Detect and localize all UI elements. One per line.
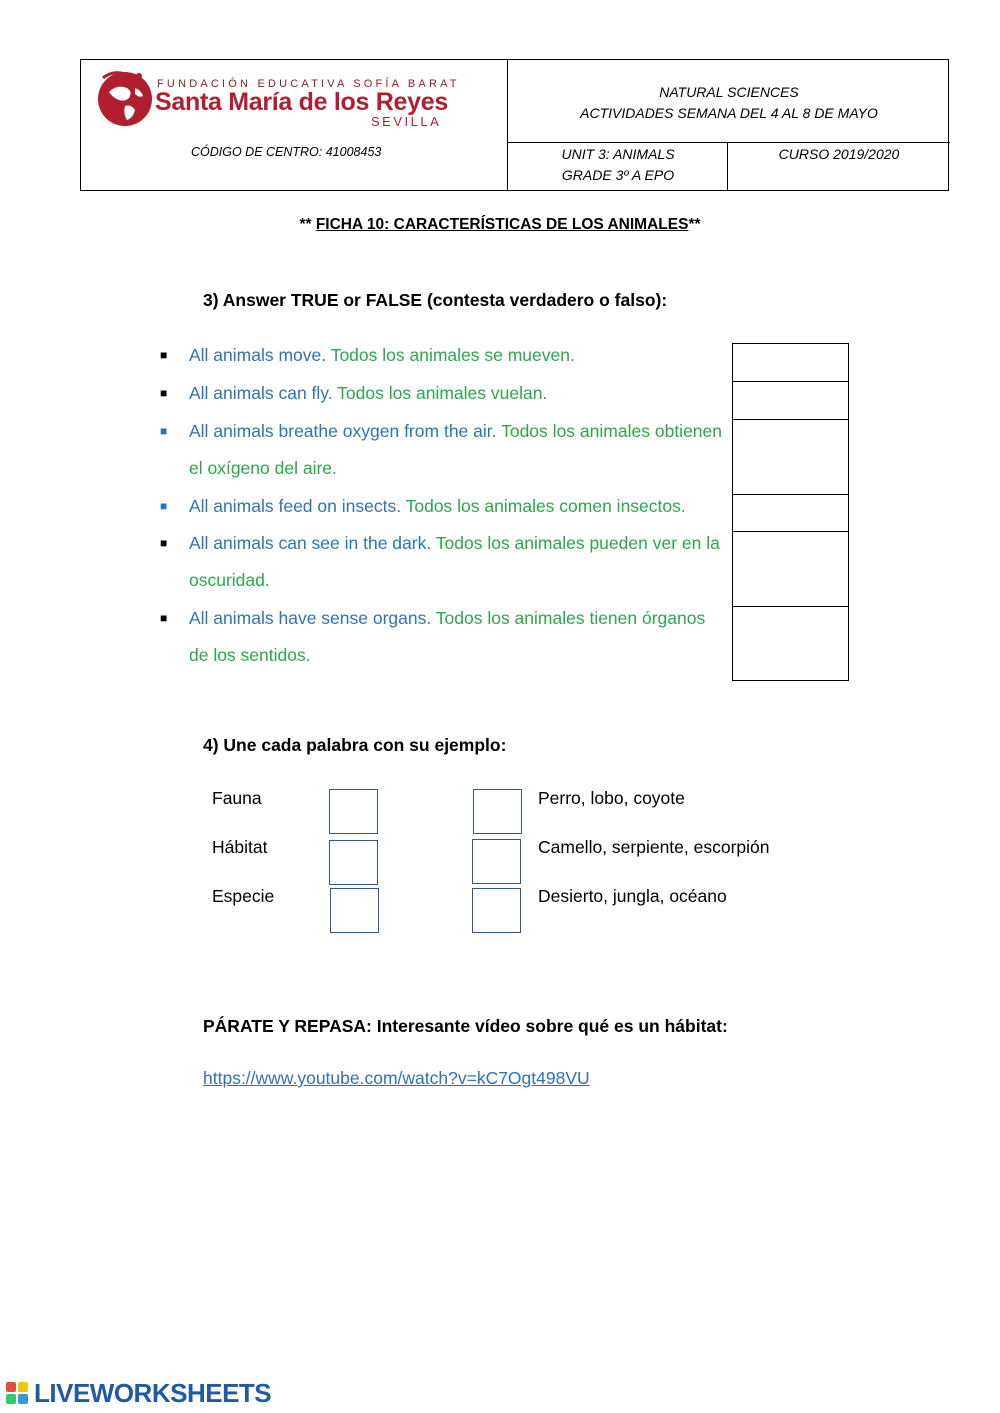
- statement-spanish: Todos los animales tienen órganos de los sentidos.: [189, 608, 706, 665]
- answer-box-4[interactable]: [732, 494, 849, 532]
- list-item: [160, 375, 722, 412]
- header-table: [80, 59, 949, 191]
- match-box-word-2[interactable]: [329, 840, 378, 885]
- statement-english: All animals can see in the dark.: [189, 533, 432, 553]
- statement-english: All animals can fly.: [189, 383, 333, 403]
- video-link[interactable]: https://www.youtube.com/watch?v=kC7Ogt498VU: [203, 1068, 590, 1088]
- liveworksheets-grid-icon: [6, 1382, 28, 1404]
- unit-cell: [508, 144, 728, 186]
- review-heading: PÁRATE Y REPASA: Interesante vídeo sobre qué es un hábitat:: [203, 1016, 728, 1036]
- grade-name: GRADE 3º A EPO: [561, 167, 675, 183]
- list-item: [160, 413, 722, 487]
- answer-box-3[interactable]: [732, 419, 849, 495]
- match-box-example-2[interactable]: [472, 839, 521, 884]
- answer-box-6[interactable]: [732, 606, 849, 681]
- week-activities: ACTIVIDADES SEMANA DEL 4 AL 8 DE MAYO: [580, 105, 878, 121]
- list-item: [160, 488, 722, 525]
- globe-logo-icon: [95, 68, 155, 128]
- statement-spanish: Todos los animales comen insectos.: [405, 496, 686, 516]
- statement-english: All animals move.: [189, 345, 327, 365]
- match-box-word-3[interactable]: [330, 888, 379, 933]
- match-word: Especie: [212, 886, 275, 906]
- worksheet-title: ** FICHA 10: CARACTERÍSTICAS DE LOS ANIMALES**: [299, 216, 701, 233]
- subject-name: NATURAL SCIENCES: [659, 84, 799, 100]
- subject-heading: [508, 82, 950, 124]
- list-item: [160, 337, 722, 374]
- bullet-icon: ■: [160, 348, 168, 362]
- statement-english: All animals have sense organs.: [189, 608, 432, 628]
- bullet-icon: ■: [160, 386, 168, 400]
- answer-box-2[interactable]: [732, 381, 849, 420]
- unit-name: UNIT 3: ANIMALS: [561, 146, 675, 162]
- question-3-title: 3) Answer TRUE or FALSE (contesta verdadero o falso):: [203, 290, 668, 310]
- school-code: CÓDIGO DE CENTRO: 41008453: [191, 145, 382, 159]
- statement-spanish: Todos los animales se mueven.: [330, 345, 575, 365]
- match-box-example-1[interactable]: [473, 789, 522, 834]
- match-box-example-3[interactable]: [472, 888, 521, 933]
- school-logo: [95, 68, 460, 130]
- liveworksheets-brand: LIVEWORKSHEETS: [34, 1378, 272, 1408]
- answer-box-5[interactable]: [732, 531, 849, 607]
- list-item: [160, 600, 722, 674]
- statement-spanish: Todos los animales vuelan.: [337, 383, 548, 403]
- logo-city: SEVILLA: [371, 114, 442, 129]
- bullet-icon: ■: [160, 536, 168, 550]
- course-year: CURSO 2019/2020: [778, 146, 900, 162]
- question-4-title: 4) Une cada palabra con su ejemplo:: [203, 735, 507, 755]
- bullet-icon: ■: [160, 611, 168, 625]
- match-example: Desierto, jungla, océano: [538, 886, 727, 906]
- match-example: Perro, lobo, coyote: [538, 788, 685, 808]
- bullet-icon: ■: [160, 499, 168, 513]
- match-word: Hábitat: [212, 837, 268, 857]
- worksheet-title-text: FICHA 10: CARACTERÍSTICAS DE LOS ANIMALES: [315, 216, 689, 233]
- match-example: Camello, serpiente, escorpión: [538, 837, 770, 857]
- bullet-icon: ■: [160, 424, 168, 438]
- statement-spanish: Todos los animales obtienen el oxígeno del aire.: [189, 421, 722, 478]
- statement-english: All animals breathe oxygen from the air.: [189, 421, 497, 441]
- statement-spanish: Todos los animales pueden ver en la oscuridad.: [189, 533, 720, 590]
- statement-english: All animals feed on insects.: [189, 496, 402, 516]
- match-box-word-1[interactable]: [329, 789, 378, 834]
- answer-box-1[interactable]: [732, 343, 849, 382]
- list-item: [160, 525, 722, 599]
- logo-foundation-text: FUNDACIÓN EDUCATIVA SOFÍA BARAT: [157, 78, 460, 90]
- table-divider: [507, 142, 950, 143]
- match-word: Fauna: [212, 788, 262, 808]
- logo-school-name: Santa María de los Reyes: [155, 88, 448, 116]
